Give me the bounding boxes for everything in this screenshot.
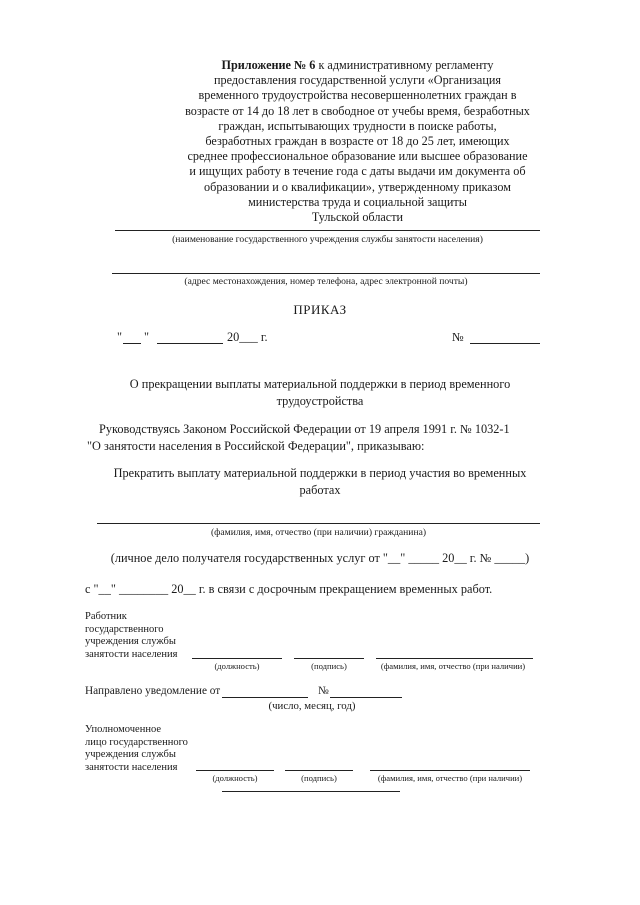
employee-signature-field[interactable]	[294, 658, 364, 659]
authorized-signature-field[interactable]	[285, 770, 353, 771]
order-basis-line2: "О занятости населения в Российской Федерации", приказываю:	[87, 439, 425, 453]
notice-number-sign: №	[318, 685, 329, 697]
appendix-line: граждан, испытывающих трудности в поиске работы,	[218, 118, 497, 133]
citizen-caption: (фамилия, имя, отчество (при наличии) гражданина)	[210, 527, 427, 538]
institution-name-line[interactable]	[115, 230, 540, 231]
authorized-signature-caption: (подпись)	[301, 773, 337, 783]
appendix-number: Приложение № 6	[221, 58, 316, 72]
notice-number-field[interactable]	[330, 697, 402, 698]
employee-signature-caption: (подпись)	[311, 661, 347, 671]
appendix-line: среднее профессиональное образование или высшее образование	[187, 149, 528, 164]
date-quote-close: "	[144, 330, 150, 344]
appendix-header	[160, 58, 555, 225]
authorized-position-field[interactable]	[196, 770, 274, 771]
employee-label: Работник государственного учреждения службы занятости населения	[85, 611, 178, 660]
notice-date-field[interactable]	[222, 697, 308, 698]
order-subject: О прекращении выплаты материальной поддержки в период временного трудоустройства	[129, 377, 511, 408]
employee-position-caption: (должность)	[214, 661, 260, 671]
appendix-line: временного трудоустройства несовершеннолетних граждан в	[198, 88, 517, 103]
termination-date-line: с "__" ________ 20__ г. в связи с досрочным прекращением временных работ.	[85, 582, 493, 596]
institution-caption: (наименование государственного учреждения службы занятости населения)	[172, 234, 483, 245]
closing-separator-line	[222, 791, 400, 792]
personal-file-line: (личное дело получателя государственных услуг от "__" _____ 20__ г. № _____)	[110, 551, 530, 565]
notice-caption: (число, месяц, год)	[268, 700, 356, 712]
order-number-field[interactable]	[470, 343, 540, 344]
citizen-name-line[interactable]	[97, 523, 540, 524]
appendix-line: Тульской области	[311, 210, 404, 225]
appendix-line: и ищущих работу в течение года с даты выдачи им документа об	[189, 164, 526, 179]
notice-label: Направлено уведомление от	[85, 685, 221, 697]
appendix-line: министерства труда и социальной защиты	[248, 194, 467, 209]
order-basis-line1: Руководствуясь Законом Российской Федерации от 19 апреля 1991 г. № 1032-1	[99, 422, 510, 436]
appendix-line: образовании и о квалификации», утвержденному приказом	[204, 179, 511, 194]
authorized-position-caption: (должность)	[212, 773, 258, 783]
appendix-line: безработных граждан в возрасте от 18 до 25 лет, имеющих	[205, 134, 510, 149]
appendix-line: возрасте от 14 до 18 лет в свободное от учебы время, безработных	[185, 103, 530, 118]
employee-name-field[interactable]	[376, 658, 533, 659]
authorized-label: Уполномоченное лицо государственного учреждения службы занятости населения	[85, 724, 188, 773]
order-title: ПРИКАЗ	[293, 302, 347, 317]
address-caption: (адрес местонахождения, номер телефона, адрес электронной почты)	[184, 276, 468, 287]
date-day-field[interactable]	[123, 343, 141, 344]
date-quote-open: "	[117, 330, 123, 344]
order-decision: Прекратить выплату материальной поддержки в период участия во временных работах	[113, 466, 527, 497]
address-line[interactable]	[112, 273, 540, 274]
appendix-line: предоставления государственной услуги «Организация	[213, 73, 501, 88]
employee-name-caption: (фамилия, имя, отчество (при наличии)	[380, 661, 526, 671]
authorized-name-caption: (фамилия, имя, отчество (при наличии)	[377, 773, 523, 783]
order-number-sign: №	[452, 330, 464, 344]
date-month-field[interactable]	[157, 343, 223, 344]
date-year: 20___ г.	[227, 330, 268, 344]
employee-position-field[interactable]	[192, 658, 282, 659]
authorized-name-field[interactable]	[370, 770, 530, 771]
appendix-line: Приложение № 6 к административному регламенту	[221, 58, 494, 72]
